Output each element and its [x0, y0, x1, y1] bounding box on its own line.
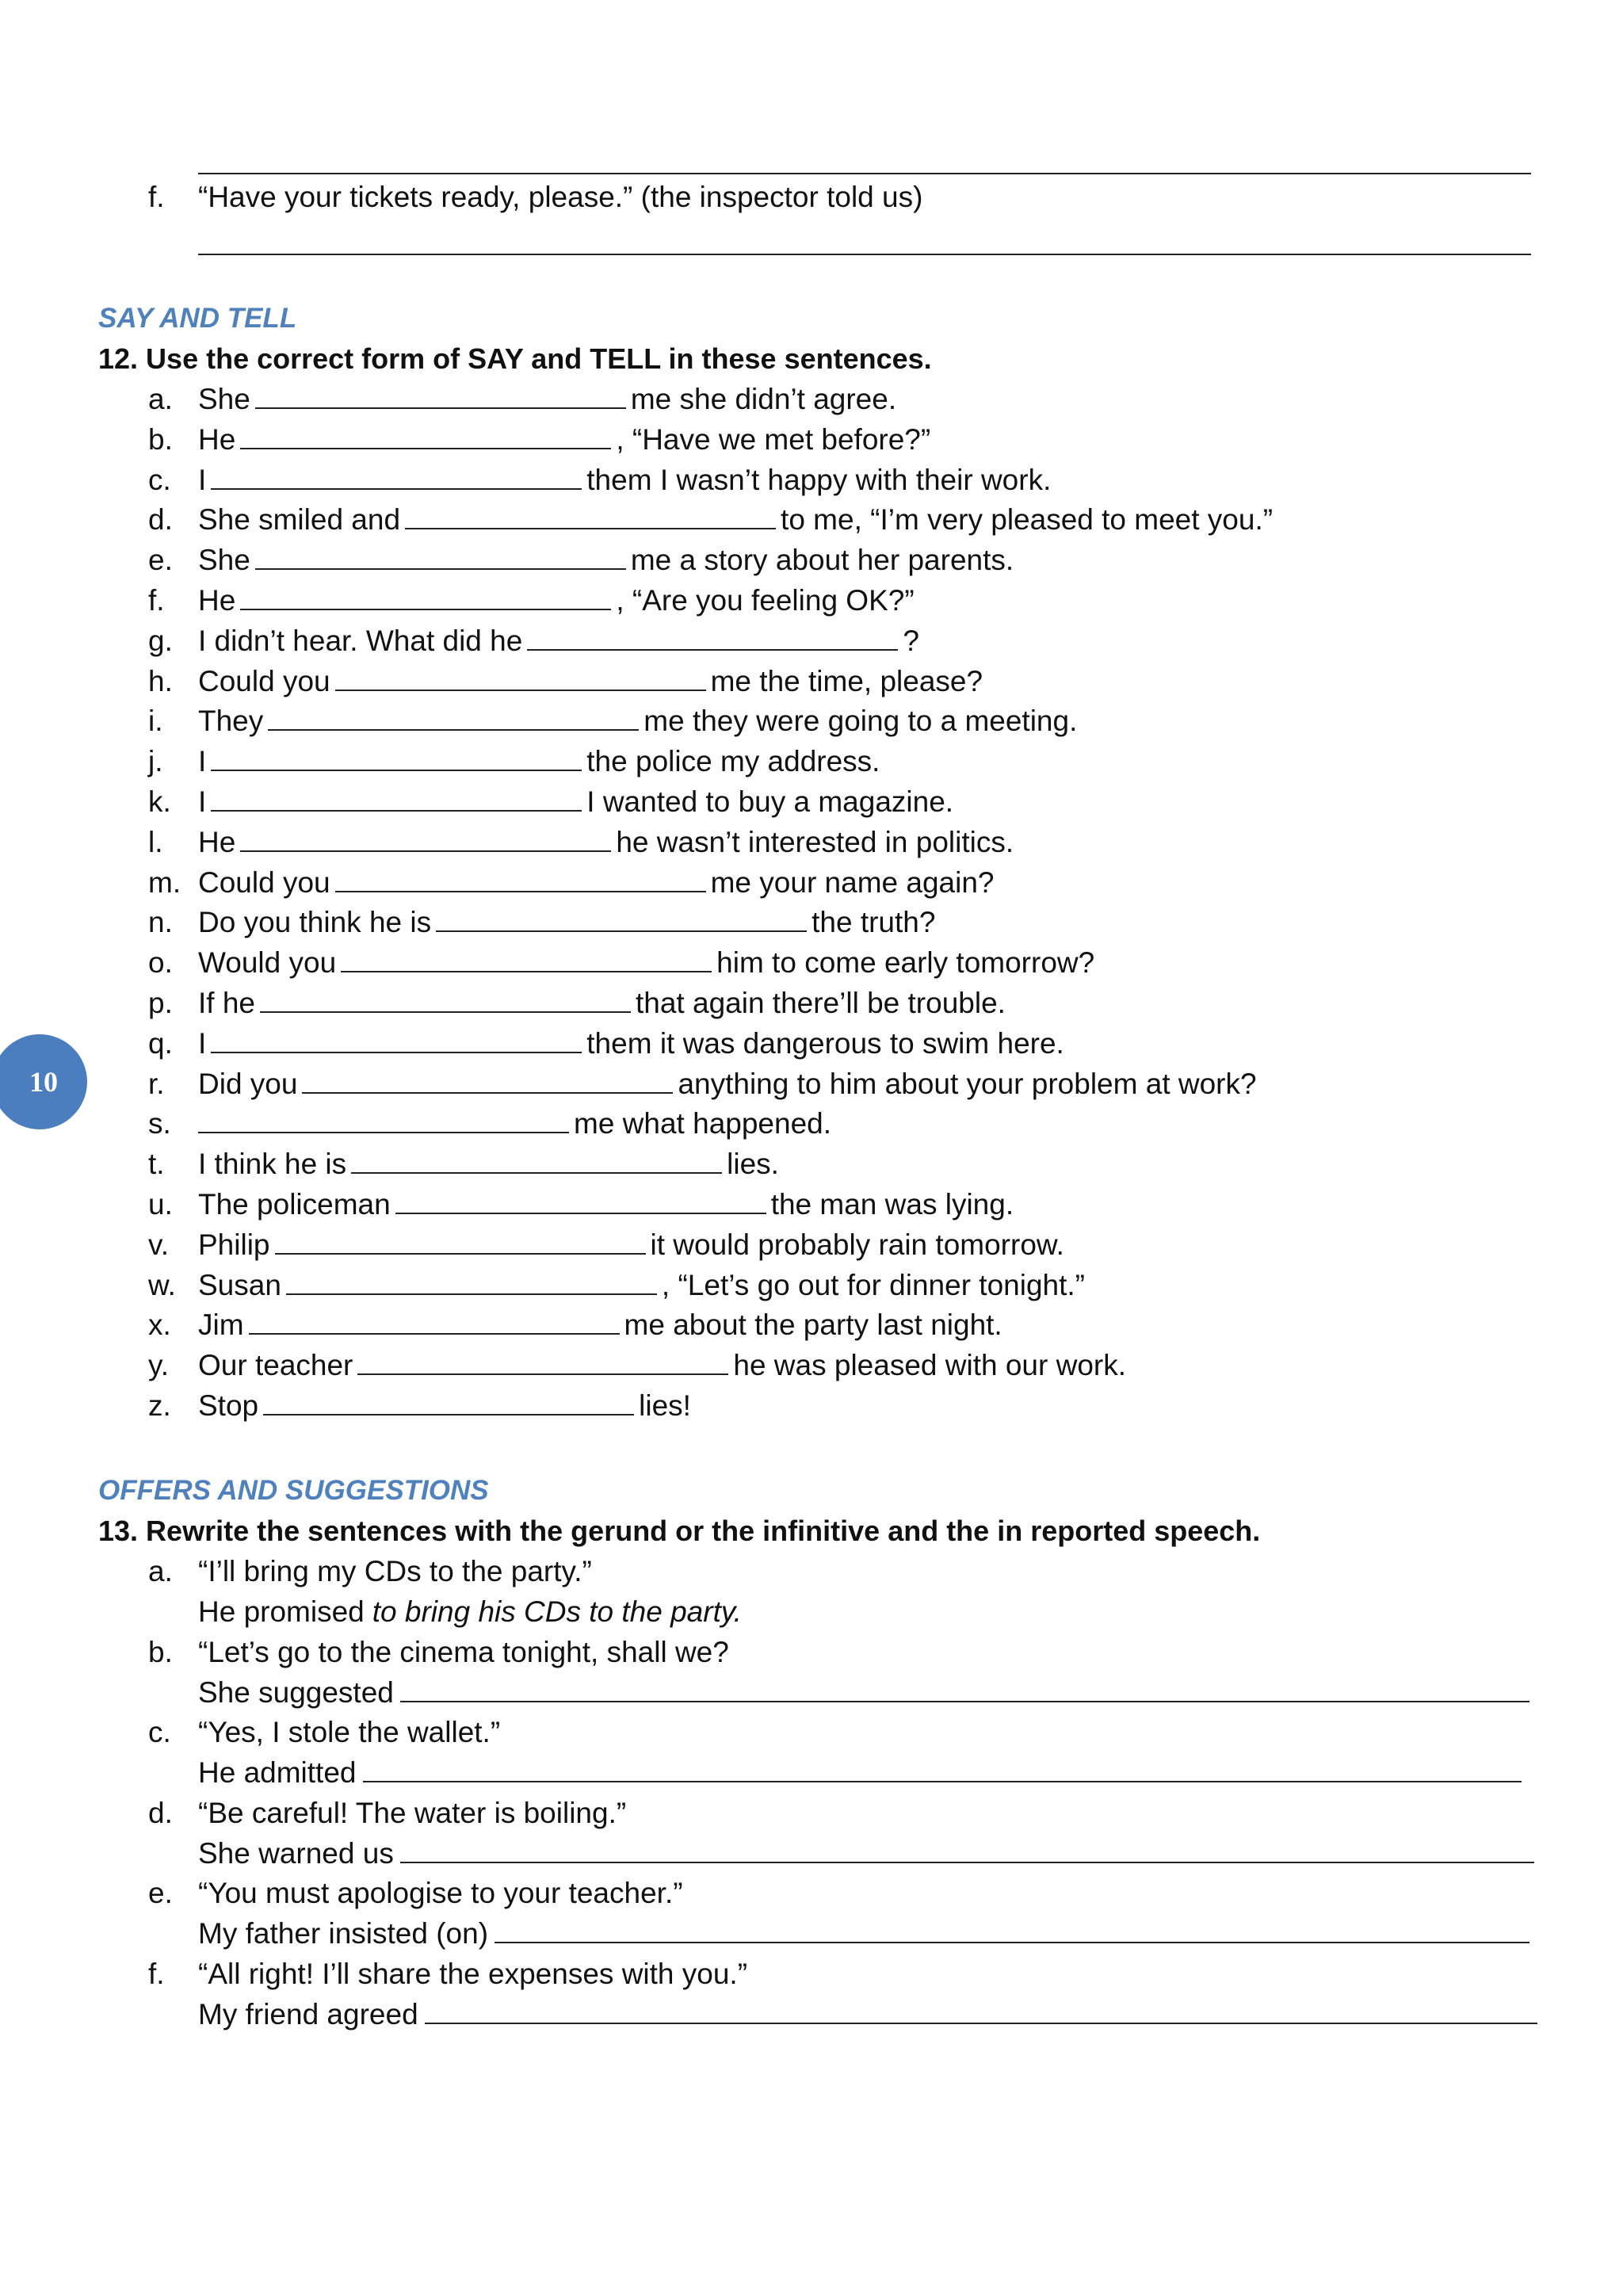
item-suffix: the police my address.: [586, 745, 880, 777]
item-prefix: He: [198, 826, 236, 858]
item-prefix: She: [198, 544, 250, 576]
say-tell-item: [198, 500, 1273, 540]
item-suffix: the truth?: [812, 906, 936, 938]
item-prefix: Could you: [198, 665, 330, 697]
item-suffix: lies!: [639, 1389, 691, 1422]
item-prefix: The policeman: [198, 1188, 391, 1221]
item-suffix: he wasn’t interested in politics.: [616, 826, 1014, 858]
item-prefix: Stop: [198, 1389, 259, 1422]
exercise-heading-12: 12. Use the correct form of SAY and TELL in these sentences.: [98, 342, 932, 375]
item-prefix: Jim: [198, 1308, 244, 1341]
answer-blank[interactable]: [211, 1028, 582, 1053]
item-suffix: me they were going to a meeting.: [643, 705, 1078, 737]
say-tell-item: [198, 742, 880, 781]
item-prefix: Would you: [198, 946, 337, 979]
item-letter: g.: [148, 625, 173, 657]
item-letter: v.: [148, 1228, 170, 1261]
answer-line[interactable]: [495, 1918, 1529, 1943]
item-suffix: them I wasn’t happy with their work.: [586, 464, 1052, 496]
item-prefix: I: [198, 785, 207, 818]
item-letter: c.: [148, 464, 171, 496]
item-letter: o.: [148, 946, 173, 979]
say-tell-item: [198, 984, 1006, 1023]
item-prefix: She: [198, 383, 250, 415]
item-prefix: I didn’t hear. What did he: [198, 625, 523, 657]
item-prefix: Could you: [198, 866, 330, 899]
reported-line: [198, 1914, 1529, 1954]
answer-line[interactable]: [198, 173, 1531, 174]
answer-blank[interactable]: [436, 907, 807, 932]
item-suffix: me a story about her parents.: [630, 544, 1014, 576]
answer-blank[interactable]: [335, 666, 706, 691]
answer-blank[interactable]: [263, 1390, 634, 1415]
item-letter: f.: [148, 584, 165, 617]
say-tell-item: [198, 1024, 1064, 1064]
item-suffix: it would probably rain tomorrow.: [650, 1228, 1064, 1261]
item-text: “Have your tickets ready, please.” (the inspector told us): [198, 181, 923, 213]
answer-blank[interactable]: [357, 1350, 728, 1375]
quote-text: “Be careful! The water is boiling.”: [198, 1797, 627, 1829]
reported-line: [198, 1592, 742, 1632]
answer-line[interactable]: [400, 1838, 1534, 1863]
quote-text: “All right! I’ll share the expenses with you.”: [198, 1958, 748, 1990]
item-letter: w.: [148, 1269, 176, 1301]
example-answer: to bring his CDs to the party.: [372, 1595, 742, 1628]
item-letter: f.: [148, 181, 165, 213]
item-letter: d.: [148, 503, 173, 536]
answer-line[interactable]: [363, 1757, 1522, 1782]
item-letter: b.: [148, 1636, 173, 1668]
answer-blank[interactable]: [302, 1068, 673, 1094]
answer-blank[interactable]: [255, 544, 626, 570]
item-suffix: that again there’ll be trouble.: [636, 987, 1006, 1019]
reported-lead: She warned us: [198, 1837, 394, 1870]
item-suffix: me she didn’t agree.: [630, 383, 897, 415]
item-letter: s.: [148, 1107, 171, 1140]
item-suffix: , “Have we met before?”: [616, 423, 931, 456]
item-suffix: him to come early tomorrow?: [716, 946, 1095, 979]
item-letter: f.: [148, 1958, 165, 1990]
answer-blank[interactable]: [240, 424, 611, 449]
reported-lead: He promised: [198, 1595, 365, 1628]
item-prefix: Susan: [198, 1269, 281, 1301]
item-prefix: If he: [198, 987, 255, 1019]
item-suffix: to me, “I’m very pleased to meet you.”: [781, 503, 1274, 536]
answer-blank[interactable]: [268, 705, 639, 731]
item-letter: d.: [148, 1797, 173, 1829]
item-letter: z.: [148, 1389, 171, 1422]
reported-line: [198, 1673, 1529, 1713]
section-title-offers: OFFERS AND SUGGESTIONS: [98, 1475, 489, 1506]
item-prefix: I think he is: [198, 1148, 347, 1180]
say-tell-item: [198, 541, 1014, 580]
answer-blank[interactable]: [405, 504, 776, 529]
item-suffix: the man was lying.: [770, 1188, 1014, 1221]
item-suffix: , “Are you feeling OK?”: [616, 584, 915, 617]
answer-blank[interactable]: [341, 947, 712, 972]
say-tell-item: [198, 1386, 691, 1426]
item-suffix: , “Let’s go out for dinner tonight.”: [661, 1269, 1086, 1301]
answer-line[interactable]: [400, 1677, 1529, 1702]
say-tell-item: [198, 701, 1077, 741]
item-letter: t.: [148, 1148, 165, 1180]
say-tell-item: [198, 1144, 779, 1184]
item-letter: c.: [148, 1716, 171, 1748]
say-tell-item: [198, 1104, 831, 1144]
item-letter: u.: [148, 1188, 173, 1221]
say-tell-item: [198, 782, 953, 822]
item-letter: m.: [148, 866, 181, 899]
item-suffix: me the time, please?: [710, 665, 983, 697]
say-tell-item: [198, 823, 1014, 862]
say-tell-item: [198, 662, 983, 701]
say-tell-item: [198, 863, 995, 903]
say-tell-item: [198, 581, 915, 621]
item-prefix: Do you think he is: [198, 906, 432, 938]
item-suffix: ?: [903, 625, 919, 657]
section-title-say-tell: SAY AND TELL: [98, 303, 297, 334]
reported-line: [198, 1834, 1534, 1874]
reported-line: [198, 1753, 1522, 1793]
say-tell-item: [198, 1266, 1085, 1305]
item-letter: q.: [148, 1027, 173, 1060]
item-suffix: he was pleased with our work.: [733, 1349, 1127, 1381]
answer-blank[interactable]: [211, 746, 582, 771]
say-tell-item: [198, 943, 1094, 983]
item-prefix: Did you: [198, 1068, 298, 1100]
say-tell-item: [198, 380, 896, 419]
answer-blank[interactable]: [527, 625, 898, 651]
say-tell-item: [198, 460, 1051, 500]
item-letter: x.: [148, 1308, 171, 1341]
item-suffix: me about the party last night.: [624, 1308, 1002, 1341]
quote-text: “Yes, I stole the wallet.”: [198, 1716, 501, 1748]
item-letter: r.: [148, 1068, 165, 1100]
item-suffix: them it was dangerous to swim here.: [586, 1027, 1064, 1060]
item-letter: p.: [148, 987, 173, 1019]
item-letter: k.: [148, 785, 171, 818]
item-suffix: lies.: [727, 1148, 779, 1180]
item-letter: a.: [148, 1555, 173, 1587]
answer-blank[interactable]: [335, 867, 706, 892]
page-number: 10: [29, 1066, 58, 1098]
answer-blank[interactable]: [249, 1309, 620, 1335]
answer-blank[interactable]: [198, 1108, 569, 1133]
item-prefix: Our teacher: [198, 1349, 353, 1381]
say-tell-item: [198, 1064, 1257, 1104]
reported-line: [198, 1995, 1537, 2034]
quote-text: “Let’s go to the cinema tonight, shall we?: [198, 1636, 729, 1668]
item-prefix: He: [198, 584, 236, 617]
say-tell-item: [198, 1185, 1014, 1224]
answer-blank[interactable]: [260, 988, 631, 1013]
answer-blank[interactable]: [240, 827, 611, 852]
answer-blank[interactable]: [286, 1270, 657, 1295]
answer-blank[interactable]: [275, 1229, 646, 1255]
item-suffix: me what happened.: [574, 1107, 832, 1140]
quote-text: “You must apologise to your teacher.”: [198, 1877, 683, 1909]
item-letter: h.: [148, 665, 173, 697]
say-tell-item: [198, 903, 935, 942]
item-letter: e.: [148, 544, 173, 576]
item-suffix: I wanted to buy a magazine.: [586, 785, 954, 818]
item-prefix: I: [198, 745, 207, 777]
reported-lead: My father insisted (on): [198, 1917, 489, 1950]
page-number-badge: [0, 1034, 87, 1129]
item-letter: y.: [148, 1349, 170, 1381]
item-suffix: anything to him about your problem at work?: [678, 1068, 1257, 1100]
exercise-heading-13: 13. Rewrite the sentences with the gerund or the infinitive and the in reported speech.: [98, 1515, 1261, 1547]
item-letter: i.: [148, 705, 163, 737]
reported-lead: He admitted: [198, 1756, 357, 1789]
answer-blank[interactable]: [211, 464, 582, 490]
item-letter: j.: [148, 745, 163, 777]
item-letter: l.: [148, 826, 163, 858]
say-tell-item: [198, 621, 919, 661]
item-letter: a.: [148, 383, 173, 415]
item-letter: e.: [148, 1877, 173, 1909]
item-letter: n.: [148, 906, 173, 938]
item-prefix: They: [198, 705, 264, 737]
item-prefix: He: [198, 423, 236, 456]
answer-blank[interactable]: [395, 1189, 766, 1214]
item-prefix: She smiled and: [198, 503, 401, 536]
answer-line[interactable]: [425, 1999, 1537, 2024]
say-tell-item: [198, 420, 930, 460]
item-prefix: I: [198, 464, 207, 496]
item-prefix: Philip: [198, 1228, 270, 1261]
item-prefix: I: [198, 1027, 207, 1060]
answer-blank[interactable]: [211, 786, 582, 812]
reported-lead: She suggested: [198, 1676, 394, 1709]
answer-blank[interactable]: [351, 1148, 722, 1174]
answer-blank[interactable]: [240, 585, 611, 610]
answer-line[interactable]: [198, 254, 1531, 255]
quote-text: “I’ll bring my CDs to the party.”: [198, 1555, 592, 1587]
item-letter: b.: [148, 423, 173, 456]
say-tell-item: [198, 1346, 1126, 1385]
item-suffix: me your name again?: [710, 866, 995, 899]
reported-lead: My friend agreed: [198, 1998, 418, 2030]
say-tell-item: [198, 1305, 1002, 1345]
answer-blank[interactable]: [255, 384, 626, 409]
say-tell-item: [198, 1225, 1064, 1265]
